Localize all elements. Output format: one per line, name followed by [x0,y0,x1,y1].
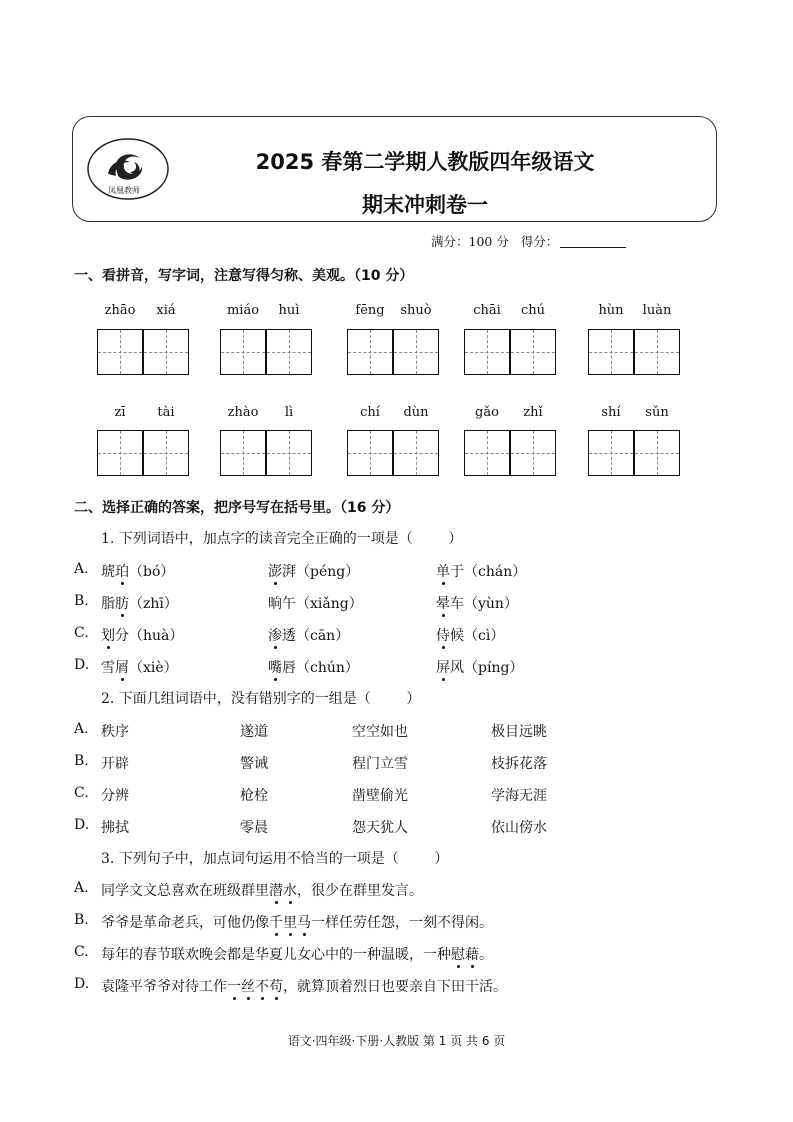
option-word [268,625,349,645]
option-label: D. [74,976,90,992]
option-word: 凿壁偷光 [352,788,408,804]
dotted-char: 屑 [115,657,129,677]
word-text: 雪 [101,660,115,676]
page-footer: 语文·四年级·下册·人教版 第 1 页 共 6 页 [287,1034,506,1048]
pinyin-label: shuò [400,303,432,318]
word-text: 脂 [101,596,115,612]
q1-stem: 1. 下列词语中，加点字的读音完全正确的一项是（ ） [101,531,463,547]
option-label: C. [74,625,89,641]
option-word [101,561,174,581]
dotted-char: 珀 [115,561,129,581]
option-sentence [101,976,507,996]
option-word: 拂拭 [101,820,129,836]
q3-stem: 3. 下列句子中，加点词句运用不恰当的一项是（ ） [101,851,449,867]
pinyin-label: chāi [473,303,501,318]
dotted-char: 单 [436,561,450,581]
pinyin-label: gǎo [475,405,499,420]
pinyin-label: sǔn [645,405,669,420]
option-label: B. [74,912,89,928]
score-line [431,232,626,250]
dotted-char: 划 [101,625,115,645]
pinyin-label: hùn [598,303,624,318]
option-label: A. [74,880,89,896]
dotted-char: 水 [283,880,297,900]
writing-cell[interactable] [464,430,510,476]
dotted-phrase [451,947,479,963]
writing-cell[interactable] [464,329,510,375]
option-word [436,593,518,613]
writing-cell[interactable] [143,329,189,375]
word-text: 风（píng） [450,660,524,676]
writing-cell[interactable] [510,329,556,375]
writing-cell[interactable] [588,329,634,375]
dotted-char: 嘴 [268,657,282,677]
dotted-char: 晕 [436,593,450,613]
writing-cell[interactable] [588,430,634,476]
option-word: 警诫 [240,756,268,772]
writing-cell[interactable] [393,329,439,375]
phoenix-logo-icon [86,138,170,200]
pinyin-label: miáo [226,303,260,318]
pinyin-label: huì [278,303,300,318]
sentence-text: 。 [479,947,493,963]
section2-title: 二、选择正确的答案，把序号写在括号里。（16 分） [74,500,400,516]
option-word: 枝拆花落 [491,756,547,772]
dotted-char: 苟 [269,976,283,996]
pinyin-label: zhǐ [523,405,543,420]
word-text: 晌 [268,596,282,612]
option-sentence [101,880,423,900]
option-word: 极目远眺 [491,724,547,740]
pinyin-label: zī [114,405,126,420]
option-label: A. [74,561,89,577]
option-word [436,625,504,645]
pinyin-label: chú [520,303,546,318]
pinyin-label: dùn [403,405,429,420]
option-word: 开辟 [101,756,129,772]
option-word [101,593,178,613]
word-text: （bó） [129,564,175,580]
sentence-text: ，就算顶着烈日也要亲自下田干活。 [283,979,507,995]
option-word [436,561,526,581]
option-word: 学海无涯 [491,788,547,804]
dotted-char: 丝 [241,976,255,996]
page-subtitle: 期末冲刺卷一 [362,193,488,217]
option-label: B. [74,753,89,769]
option-label: A. [74,721,89,737]
word-text: 湃（péng） [282,564,360,580]
dotted-char: 渗 [268,625,282,645]
option-word [101,657,178,677]
sentence-text: 同学文文总喜欢在班级群里 [101,883,269,899]
word-text: 于（chán） [450,564,527,580]
dotted-char: 慰 [451,944,465,964]
dotted-char: 不 [255,976,269,996]
option-word: 零晨 [240,820,268,836]
option-word: 空空如也 [352,724,408,740]
writing-cell[interactable] [143,430,189,476]
dotted-char: 澎 [268,561,282,581]
dotted-char: 一 [227,976,241,996]
writing-cell[interactable] [220,329,266,375]
option-label: C. [74,785,89,801]
pinyin-label: chí [360,405,380,420]
writing-cell[interactable] [220,430,266,476]
option-word [268,593,363,613]
full-score-label: 满分：100 分 [431,234,509,249]
option-word: 分辨 [101,788,129,804]
sentence-text: 一样任劳任怨，一刻不得闲。 [311,915,493,931]
dotted-char: 肪 [115,593,129,613]
word-text: 候（cì） [450,628,505,644]
writing-cell[interactable] [347,329,393,375]
option-label: D. [74,657,90,673]
option-sentence [101,912,493,932]
writing-cell[interactable] [634,430,680,476]
writing-cell[interactable] [634,329,680,375]
option-word: 枪栓 [240,788,268,804]
option-word: 怨天犹人 [352,820,408,836]
pinyin-label: shí [601,405,621,420]
word-text: 分（huà） [115,628,184,644]
sentence-text: ，很少在群里发言。 [297,883,423,899]
dotted-char: 千 [269,912,283,932]
writing-cell[interactable] [97,329,143,375]
dotted-char: 屏 [436,657,450,677]
word-text: 唇（chún） [282,660,359,676]
option-word: 秩序 [101,724,129,740]
dotted-char: 马 [297,912,311,932]
sentence-text: 每年的春节联欢晚会都是华夏儿女心中的一种温暖，一种 [101,947,451,963]
pinyin-label: zhāo [104,303,136,318]
logo-text: 凤凰教师 [108,186,140,195]
pinyin-label: lì [284,405,294,420]
writing-cell[interactable] [266,329,312,375]
option-word: 遂道 [240,724,268,740]
word-text: 车（yùn） [450,596,518,612]
option-label: B. [74,593,89,609]
pinyin-label: luàn [642,303,672,318]
dotted-phrase [227,979,283,995]
sentence-text: 袁隆平爷爷对待工作 [101,979,227,995]
option-word [101,625,183,645]
sentence-text: 爷爷是革命老兵，可他仍像 [101,915,269,931]
writing-cell[interactable] [97,430,143,476]
section1-title: 一、看拼音，写字词，注意写得匀称、美观。（10 分） [74,268,414,284]
word-text: （xiè） [129,660,178,676]
score-label: 得分： [520,234,559,249]
option-word [268,561,359,581]
option-word: 程门立雪 [352,756,408,772]
q2-stem: 2. 下面几组词语中，没有错别字的一组是（ ） [101,691,421,707]
page-title: 2025 春第二学期人教版四年级语文 [255,150,595,174]
writing-cell[interactable] [393,430,439,476]
pinyin-label: fēng [355,303,385,318]
option-word [268,657,359,677]
word-text: （zhī） [129,596,178,612]
dotted-char: 潜 [269,880,283,900]
dotted-phrase [269,915,311,931]
option-word: 依山傍水 [491,820,547,836]
pinyin-label: tài [157,405,175,420]
word-text: 透（cān） [282,628,350,644]
writing-cell[interactable] [266,430,312,476]
dotted-char: 藉 [465,944,479,964]
option-label: D. [74,817,90,833]
dotted-char: 里 [283,912,297,932]
word-text: 琥 [101,564,115,580]
pinyin-label: zhào [227,405,259,420]
logo [86,138,170,198]
option-word [436,657,523,677]
option-sentence [101,944,493,964]
dotted-char: 侍 [436,625,450,645]
writing-cell[interactable] [510,430,556,476]
word-text: 午（xiǎng） [282,596,363,612]
writing-cell[interactable] [347,430,393,476]
dotted-phrase [269,883,297,899]
option-label: C. [74,944,89,960]
score-blank[interactable] [560,235,626,248]
pinyin-label: xiá [156,303,176,318]
